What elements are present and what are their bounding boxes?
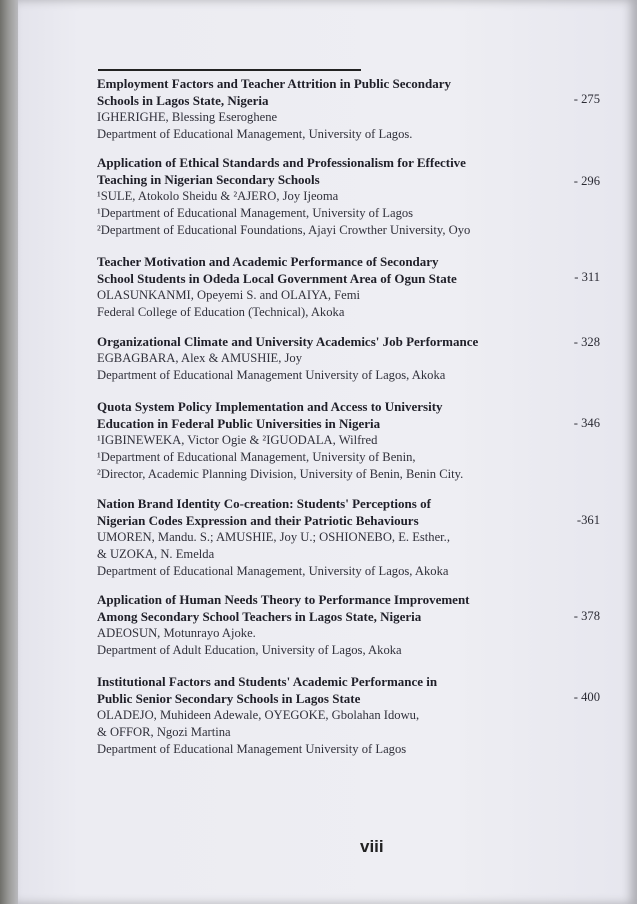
entry-author: OLASUNKANMI, Opeyemi S. and OLAIYA, Femi bbox=[97, 288, 361, 302]
entry-title-line: Application of Human Needs Theory to Performance Improvement bbox=[97, 592, 470, 607]
entry-page-number: - 275 bbox=[573, 92, 600, 106]
entry-affiliation: Federal College of Education (Technical), Akoka bbox=[97, 305, 345, 319]
entry-title-line: Public Senior Secondary Schools in Lagos State bbox=[97, 691, 361, 706]
entry-title-line: Teaching in Nigerian Secondary Schools bbox=[97, 172, 320, 187]
entry-author: ADEOSUN, Motunrayo Ajoke. bbox=[97, 626, 256, 640]
entry-title-line: Organizational Climate and University Academics' Job Performance bbox=[97, 334, 479, 349]
entry-title-line: Quota System Policy Implementation and Access to University bbox=[97, 399, 443, 414]
header-rule bbox=[98, 69, 361, 71]
entry-affiliation: ¹Department of Educational Management, University of Benin, bbox=[97, 450, 416, 464]
entry-page-number: - 346 bbox=[573, 416, 600, 430]
entry-title-line: Nation Brand Identity Co-creation: Students' Perceptions of bbox=[97, 496, 431, 511]
entry-title-line: Education in Federal Public Universities in Nigeria bbox=[97, 416, 381, 431]
entry-page-number: - 311 bbox=[574, 270, 600, 284]
entry-title-line: Among Secondary School Teachers in Lagos State, Nigeria bbox=[97, 609, 422, 624]
entry-title-line: Institutional Factors and Students' Academic Performance in bbox=[97, 674, 438, 689]
entry-author: EGBAGBARA, Alex & AMUSHIE, Joy bbox=[97, 351, 303, 365]
toc-entry bbox=[97, 495, 612, 580]
entry-affiliation: Department of Adult Education, University of Lagos, Akoka bbox=[97, 643, 402, 657]
entry-author: OLADEJO, Muhideen Adewale, OYEGOKE, Gbolahan Idowu, bbox=[97, 708, 420, 722]
entry-title-line: School Students in Odeda Local Government Area of Ogun State bbox=[97, 271, 457, 286]
entry-affiliation: Department of Educational Management, University of Lagos, Akoka bbox=[97, 564, 449, 578]
toc-entry bbox=[97, 591, 612, 659]
toc-entry bbox=[97, 398, 612, 483]
entry-affiliation: Department of Educational Management University of Lagos bbox=[97, 742, 407, 756]
page-footer-number: viii bbox=[360, 837, 384, 856]
entry-author: UMOREN, Mandu. S.; AMUSHIE, Joy U.; OSHIONEBO, E. Esther., bbox=[97, 530, 450, 544]
entry-title-line: Schools in Lagos State, Nigeria bbox=[97, 93, 269, 108]
entry-page-number: - 296 bbox=[573, 174, 600, 188]
entry-affiliation: ¹Department of Educational Management, University of Lagos bbox=[97, 206, 414, 220]
toc-entry bbox=[97, 253, 612, 321]
toc-entry bbox=[97, 673, 612, 758]
entry-title-line: Teacher Motivation and Academic Performance of Secondary bbox=[97, 254, 439, 269]
entry-affiliation: ²Department of Educational Foundations, Ajayi Crowther University, Oyo bbox=[97, 223, 471, 237]
entry-author: IGHERIGHE, Blessing Eseroghene bbox=[97, 110, 278, 124]
toc-entry bbox=[97, 154, 612, 239]
entry-affiliation: ²Director, Academic Planning Division, University of Benin, Benin City. bbox=[97, 467, 464, 481]
entry-author: & OFFOR, Ngozi Martina bbox=[97, 725, 231, 739]
entry-affiliation: Department of Educational Management, University of Lagos. bbox=[97, 127, 413, 141]
entry-title-line: Nigerian Codes Expression and their Patriotic Behaviours bbox=[97, 513, 419, 528]
entry-author: & UZOKA, N. Emelda bbox=[97, 547, 215, 561]
entry-page-number: -361 bbox=[576, 513, 600, 527]
entry-page-number: - 378 bbox=[573, 609, 600, 623]
toc-entry bbox=[97, 75, 612, 143]
entry-title-line: Application of Ethical Standards and Professionalism for Effective bbox=[97, 155, 466, 170]
entry-affiliation: Department of Educational Management University of Lagos, Akoka bbox=[97, 368, 446, 382]
entry-title-line: Employment Factors and Teacher Attrition in Public Secondary bbox=[97, 76, 452, 91]
entry-author: ¹IGBINEWEKA, Victor Ogie & ²IGUODALA, Wilfred bbox=[97, 433, 378, 447]
entry-page-number: - 400 bbox=[573, 690, 600, 704]
entry-author: ¹SULE, Atokolo Sheidu & ²AJERO, Joy Ijeoma bbox=[97, 189, 339, 203]
toc-entry bbox=[97, 333, 612, 384]
entry-page-number: - 328 bbox=[573, 335, 600, 349]
